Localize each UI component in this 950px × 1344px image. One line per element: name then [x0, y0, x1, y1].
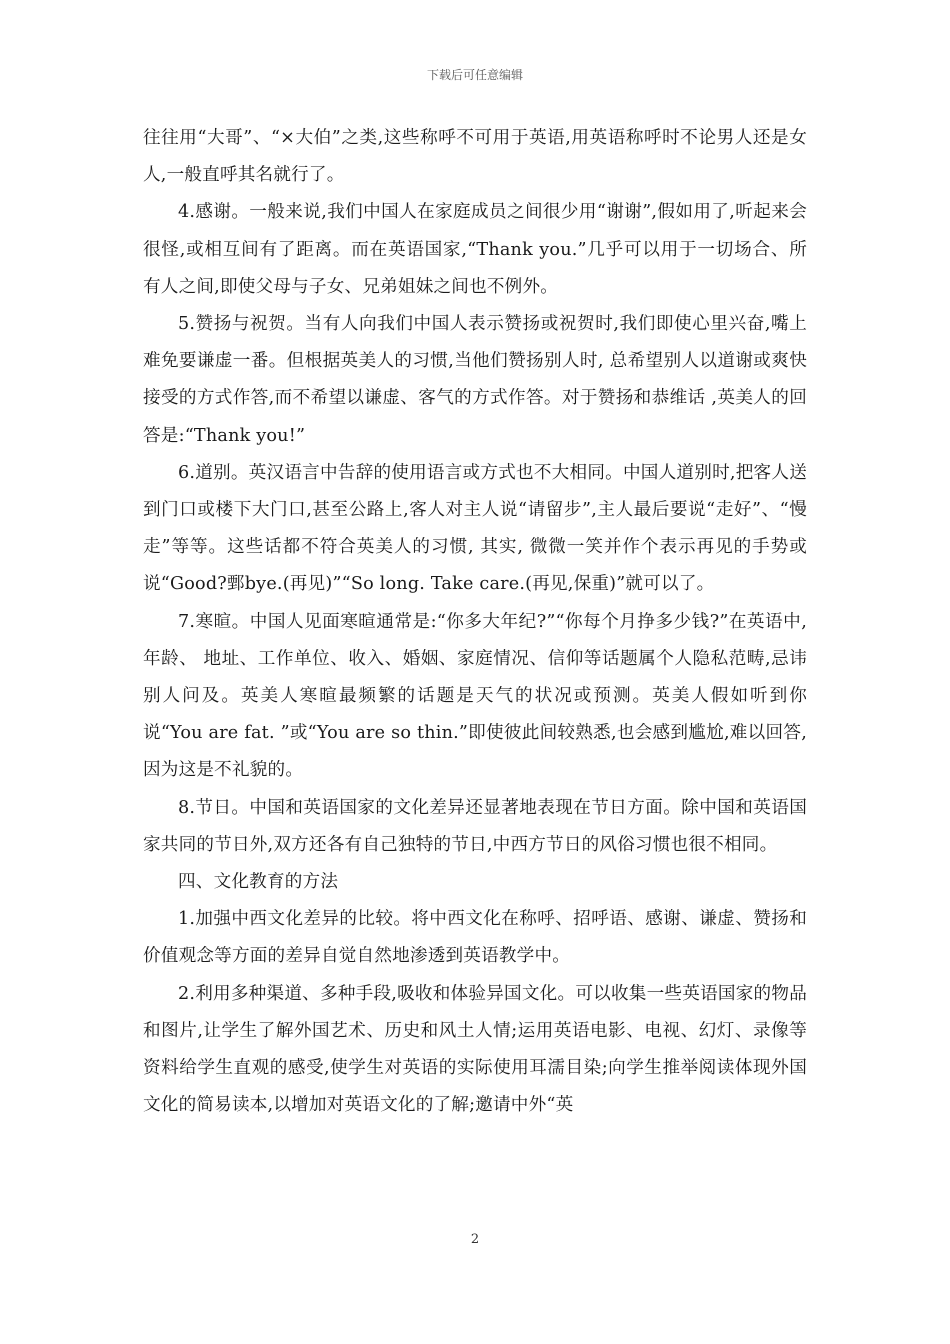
section-heading: 四、文化教育的方法: [178, 872, 339, 893]
paragraph-4: 6.道别。英汉语言中告辞的使用语言或方式也不大相同。中国人道别时,把客人送到门口或楼下大门口,甚至公路上,客人对主人说“请留步”,主人最后要说“走好”、“慢走”等等。这些话都不符合英美人的习惯, 其实, 微微一笑并作个表示再见的手势或说“Good?鄄bye.(再见)”“So long. Take care.(再见,保重)”就可以了。: [143, 462, 807, 595]
page-header: 下载后可任意编辑: [426, 68, 523, 82]
paragraph-1: 往往用“大哥”、“×大伯”之类,这些称呼不可用于英语,用英语称呼时不论男人还是女人,一般直呼其名就行了。: [143, 128, 807, 186]
paragraph-8: 2.利用多种渠道、多种手段,吸收和体验异国文化。可以收集一些英语国家的物品和图片,让学生了解外国艺术、历史和风土人情;运用英语电影、电视、幻灯、录像等资料给学生直观的感受,使学生对英语的实际使用耳濡目染;向学生推举阅读体现外国文化的简易读本,以增加对英语文化的了解;邀请中外“英: [143, 983, 807, 1116]
page-number: 2: [470, 1232, 480, 1247]
paragraph-5: 7.寒暄。中国人见面寒暄通常是:“你多大年纪?”“你每个月挣多少钱?”在英语中,年龄、 地址、工作单位、收入、婚姻、家庭情况、信仰等话题属个人隐私范畴,忌讳别人问及。英美人寒暄最频繁的话题是天气的状况或预测。英美人假如听到你说“You are fat. ”或“You are so thin.”即使彼此间较熟悉,也会感到尴尬,难以回答,因为这是不礼貌的。: [143, 611, 807, 781]
document-body: [143, 120, 807, 1124]
paragraph-3: 5.赞扬与祝贺。当有人向我们中国人表示赞扬或祝贺时,我们即使心里兴奋,嘴上难免要谦虚一番。但根据英美人的习惯,当他们赞扬别人时, 总希望别人以道谢或爽快接受的方式作答,而不希望以谦虚、客气的方式作答。对于赞扬和恭维话 ,英美人的回答是:“Thank you!”: [143, 314, 807, 446]
paragraph-7: 1.加强中西文化差异的比较。将中西文化在称呼、招呼语、感谢、谦虚、赞扬和价值观念等方面的差异自觉自然地渗透到英语教学中。: [143, 909, 807, 967]
paragraph-6: 8.节日。中国和英语国家的文化差异还显著地表现在节日方面。除中国和英语国家共同的节日外,双方还各有自己独特的节日,中西方节日的风俗习惯也很不相同。: [143, 797, 807, 855]
paragraph-2: 4.感谢。一般来说,我们中国人在家庭成员之间很少用“谢谢”,假如用了,听起来会很怪,或相互间有了距离。而在英语国家,“Thank you.”几乎可以用于一切场合、所有人之间,即使父母与子女、兄弟姐妹之间也不例外。: [143, 202, 807, 297]
